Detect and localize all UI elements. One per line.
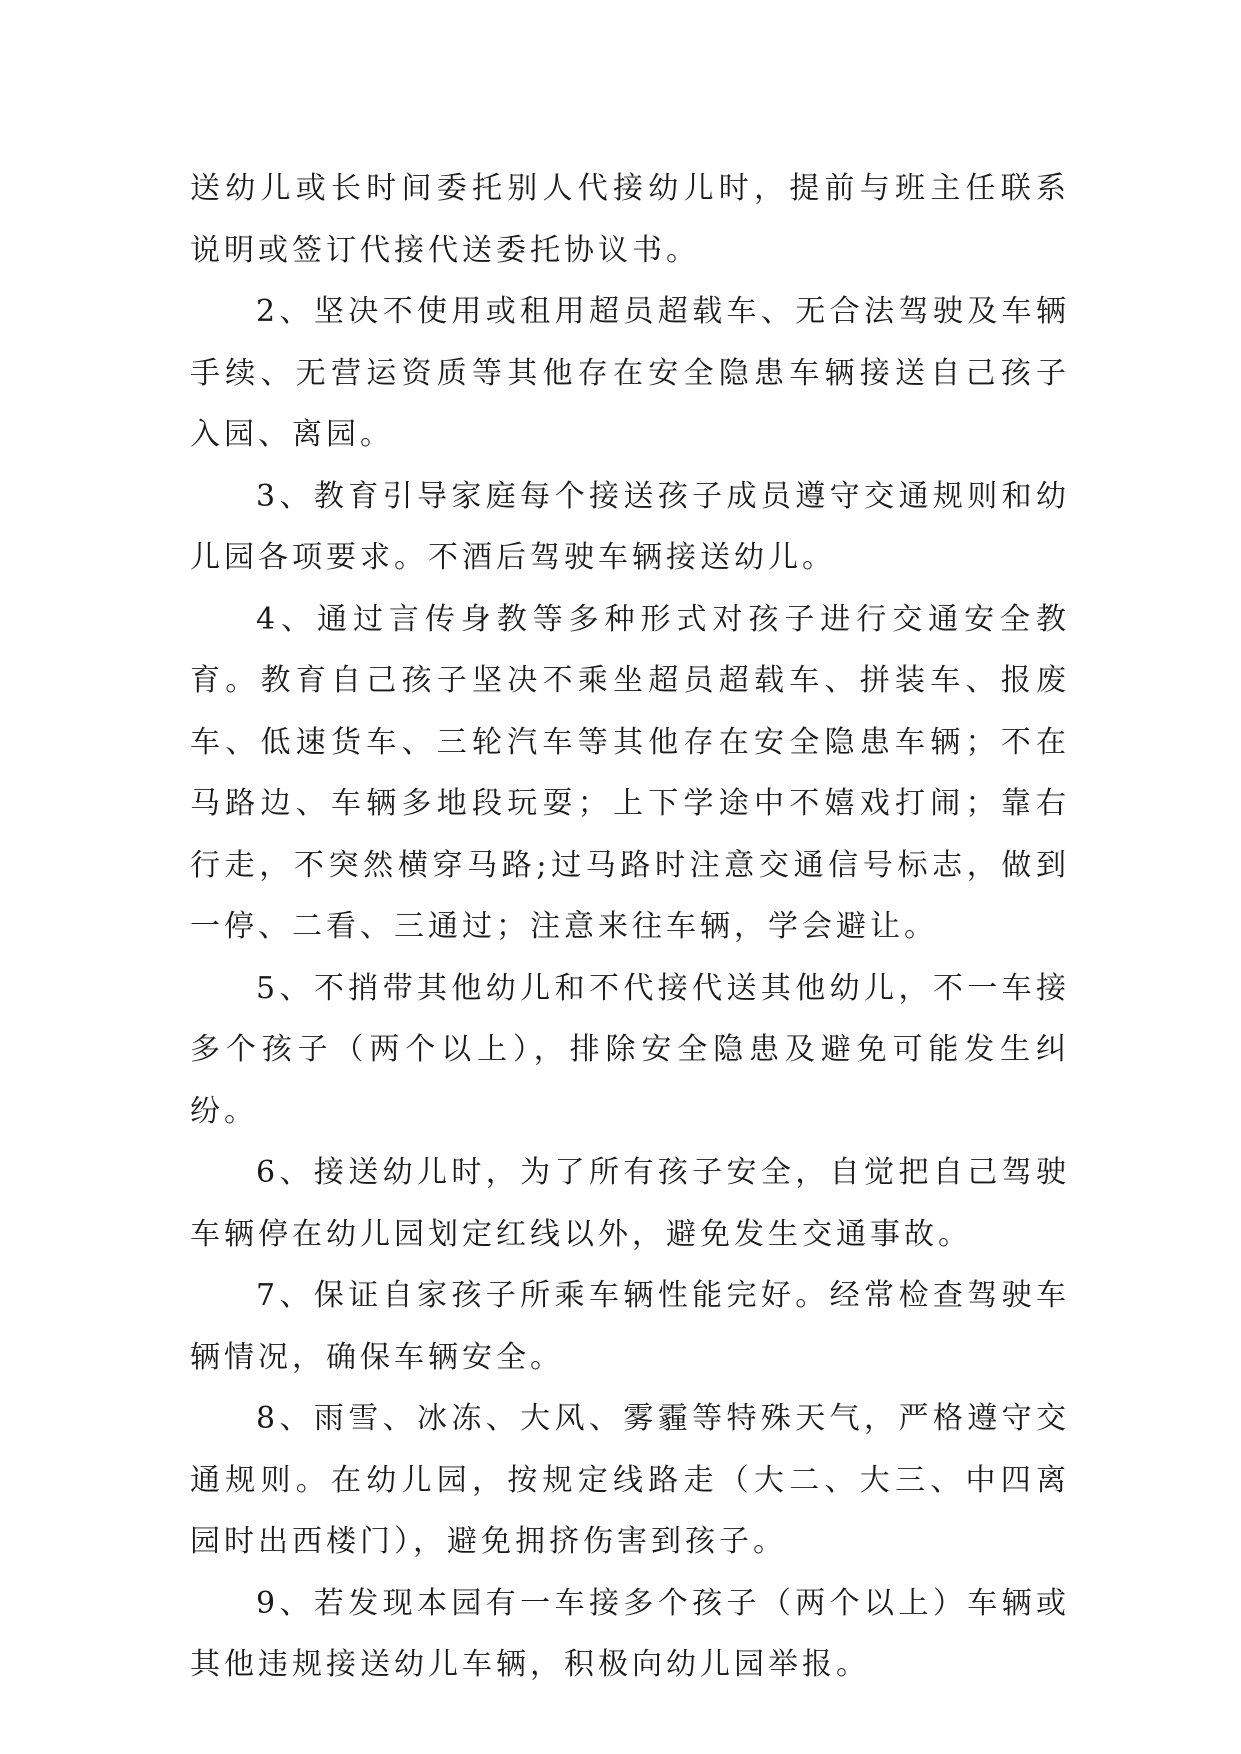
paragraph-item-6: 6、接送幼儿时，为了所有孩子安全，自觉把自己驾驶车辆停在幼儿园划定红线以外，避免发生交通事故。 — [190, 1155, 1070, 1252]
paragraph-item-4: 4、通过言传身教等多种形式对孩子进行交通安全教育。教育自己孩子坚决不乘坐超员超载车、拼装车、报废车、低速货车、三轮汽车等其他存在安全隐患车辆；不在马路边、车辆多地段玩耍；上下学途中不嬉戏打闹；靠右行走，不突然横穿马路;过马路时注意交通信号标志，做到一停、二看、三通过；注意来往车辆，学会避让。 — [190, 601, 1070, 944]
paragraph-item-9: 9、若发现本园有一车接多个孩子（两个以上）车辆或其他违规接送幼儿车辆，积极向幼儿园举报。 — [190, 1585, 1070, 1682]
paragraph-continuation: 送幼儿或长时间委托别人代接幼儿时，提前与班主任联系说明或签订代接代送委托协议书。 — [190, 171, 1070, 268]
paragraph-item-2: 2、坚决不使用或租用超员超载车、无合法驾驶及车辆手续、无营运资质等其他存在安全隐患车辆接送自己孩子入园、离园。 — [190, 294, 1070, 452]
paragraph-item-7: 7、保证自家孩子所乘车辆性能完好。经常检查驾驶车辆情况，确保车辆安全。 — [190, 1278, 1070, 1375]
paragraph-item-8: 8、雨雪、冰冻、大风、雾霾等特殊天气，严格遵守交通规则。在幼儿园，按规定线路走（大二、大三、中四离园时出西楼门），避免拥挤伤害到孩子。 — [190, 1401, 1070, 1559]
paragraph-item-5: 5、不捎带其他幼儿和不代接代送其他幼儿，不一车接多个孩子（两个以上），排除安全隐患及避免可能发生纠纷。 — [190, 970, 1070, 1129]
paragraph-item-3: 3、教育引导家庭每个接送孩子成员遵守交通规则和幼儿园各项要求。不酒后驾驶车辆接送幼儿。 — [190, 478, 1070, 575]
document-body — [190, 158, 1070, 1696]
